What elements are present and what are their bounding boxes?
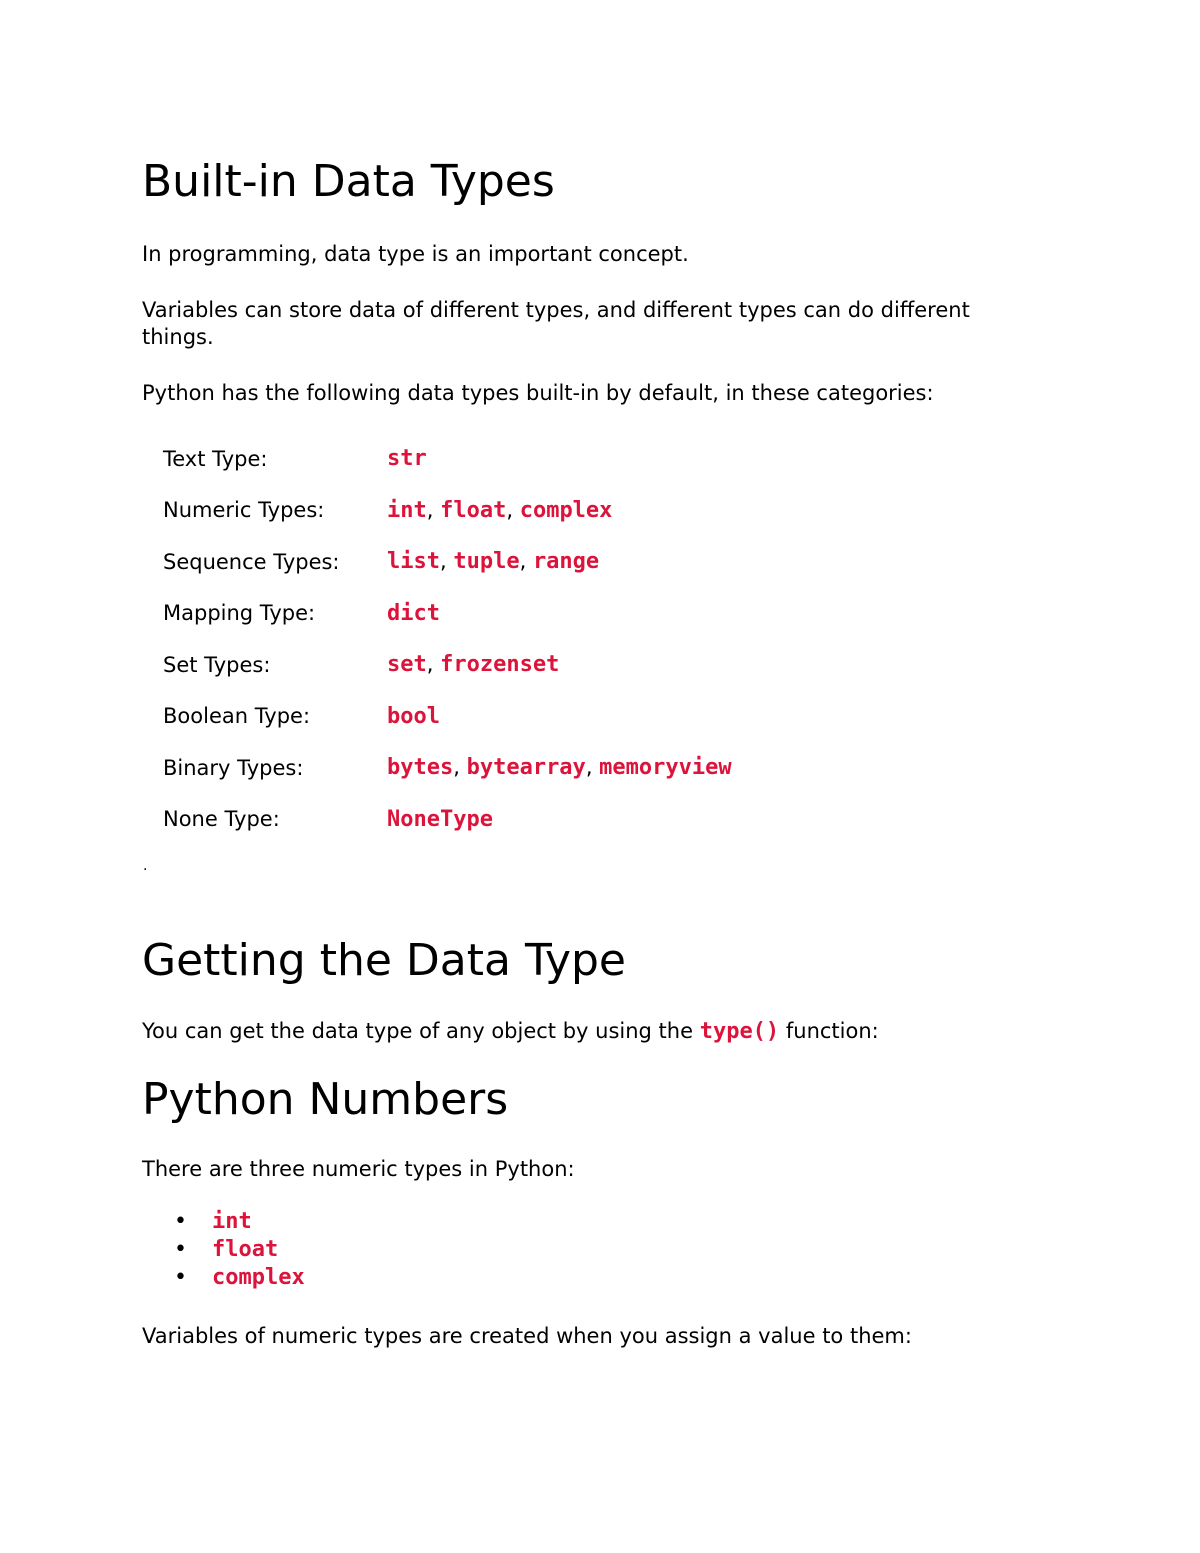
data-type-row [142,742,732,794]
type-code: range [532,549,600,575]
numeric-types-intro: There are three numeric types in Python: [142,1157,575,1181]
numeric-type-code: int [212,1209,252,1234]
type-code: bytes [387,755,454,781]
value-separator: , [439,549,454,574]
type-code: NoneType [387,806,493,832]
intro-paragraph: In programming, data type is an important concept. [142,242,689,266]
data-type-row [142,536,732,588]
type-text-after: function: [779,1019,879,1043]
type-code: bool [387,703,440,729]
data-type-values [387,433,732,485]
data-type-label: Binary Types: [163,755,304,780]
type-code: memoryview [599,755,732,781]
variables-paragraph: Variables can store data of different types, and different types can do different things. [142,298,970,349]
numeric-variables-paragraph: Variables of numeric types are created when you assign a value to them: [142,1324,912,1348]
value-separator: , [453,755,467,780]
heading-python-numbers: Python Numbers [142,1074,509,1125]
numeric-type-code: complex [212,1265,305,1290]
data-types-table [142,433,732,845]
data-type-values [387,536,732,588]
type-text-before: You can get the data type of any object by using the [142,1019,700,1043]
list-item [142,1236,305,1264]
list-item [142,1208,305,1236]
type-function-code: type() [699,1019,780,1044]
type-code: int [387,497,427,523]
type-function-paragraph [142,1018,1047,1045]
heading-getting-the-data-type: Getting the Data Type [142,935,626,986]
type-code: dict [387,600,440,626]
value-separator: , [585,755,600,780]
data-type-row [142,433,732,485]
categories-paragraph: Python has the following data types built-in by default, in these categories: [142,381,934,405]
type-code: bytearray [466,755,586,781]
type-code: set [387,652,427,678]
data-type-row [142,588,732,640]
value-separator: , [426,652,441,677]
type-code: frozenset [440,652,560,678]
list-item [142,1264,305,1292]
type-code: float [440,497,507,523]
numeric-type-code: float [212,1237,279,1262]
bullet-icon: • [174,1237,187,1262]
heading-built-in-data-types: Built-in Data Types [142,156,555,207]
data-type-values [387,742,732,794]
data-type-row [142,691,732,743]
data-type-label: Set Types: [163,652,271,677]
data-type-row [142,485,732,537]
data-type-values [387,485,732,537]
data-type-values [387,588,732,640]
type-code: tuple [453,549,520,575]
data-type-label: Mapping Type: [163,601,316,626]
data-type-label: Numeric Types: [163,498,325,523]
type-code: list [387,549,440,575]
data-type-values [387,794,732,846]
data-type-row [142,639,732,691]
value-separator: , [519,549,533,574]
stray-mark: · [143,862,148,878]
data-type-label: None Type: [163,807,280,832]
bullet-icon: • [174,1209,187,1234]
data-type-values [387,639,732,691]
data-type-values [387,691,732,743]
data-type-label: Sequence Types: [163,549,340,574]
type-code: str [387,446,427,472]
data-type-label: Boolean Type: [163,704,311,729]
value-separator: , [426,497,441,522]
data-type-row [142,794,732,846]
value-separator: , [506,497,520,522]
bullet-icon: • [174,1265,187,1290]
numeric-types-list [142,1208,305,1292]
data-type-label: Text Type: [163,446,268,471]
type-code: complex [519,497,613,523]
